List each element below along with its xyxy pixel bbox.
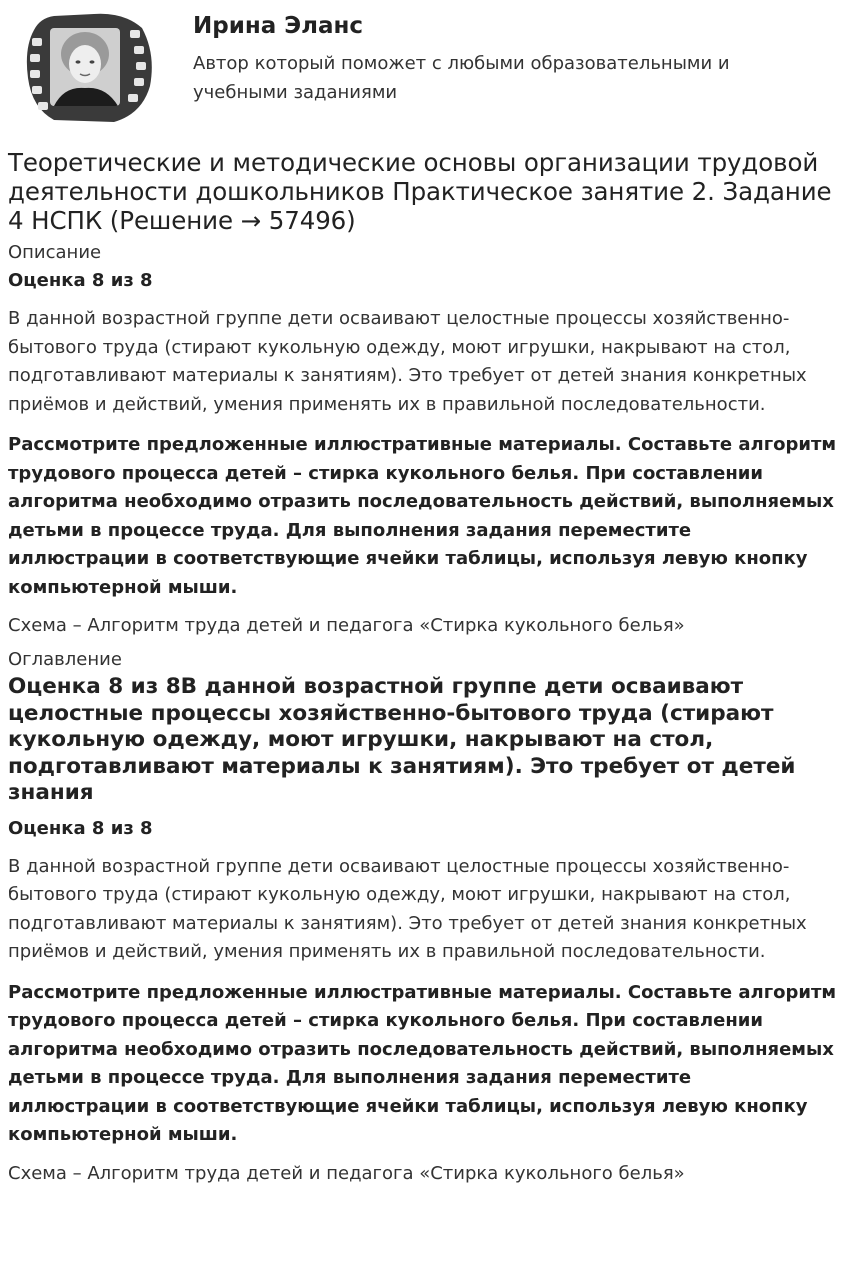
toc-heading[interactable]: Оценка 8 из 8В данной возрастной группе дети осваивают целостные процессы хозяйственно-бытового труда (стирают кукольную одежду, моют игрушки, накрывают на стол, подготавливают материалы к занятиям). Это требует от детей знания xyxy=(8,674,796,805)
page-title: Теоретические и методические основы организации трудовой деятельности дошкольников Практическое занятие 2. Задание 4 НСПК (Решение → 57496) xyxy=(8,148,832,235)
author-avatar[interactable] xyxy=(14,8,158,126)
toc-label: Оглавление xyxy=(8,649,122,670)
task-text: Рассмотрите предложенные иллюстративные материалы. Составьте алгоритм трудового процесса детей – стирка кукольного белья. При составлении алгоритма необходимо отразить последовательность действий, выполняемых детьми в процессе труда. Для выполнения задания переместите иллюстрации в соответствующие ячейки таблицы, используя левую кнопку компьютерной мыши. xyxy=(8,434,837,598)
film-strip-photo-icon xyxy=(14,8,158,126)
toc-paragraph: В данной возрастной группе дети осваивают целостные процессы хозяйственно-бытового труда (стирают кукольную одежду, моют игрушки, накрывают на стол, подготавливают материалы к занятиям). Это требует от детей знания конкретных приёмов и действий, умения применять их в правильной последовательности. xyxy=(8,855,807,962)
toc-grade: Оценка 8 из 8 xyxy=(8,817,153,839)
grade: Оценка 8 из 8 xyxy=(8,270,153,291)
toc-task-text: Рассмотрите предложенные иллюстративные материалы. Составьте алгоритм трудового процесса детей – стирка кукольного белья. При составлении алгоритма необходимо отразить последовательность действий, выполняемых детьми в процессе труда. Для выполнения задания переместите иллюстрации в соответствующие ячейки таблицы, используя левую кнопку компьютерной мыши. xyxy=(8,981,837,1145)
author-description: Автор который поможет с любыми образовательными и учебными заданиями xyxy=(193,53,730,103)
description-label: Описание xyxy=(8,242,102,263)
description-paragraph: В данной возрастной группе дети осваивают целостные процессы хозяйственно-бытового труда (стирают кукольную одежду, моют игрушки, накрывают на стол, подготавливают материалы к занятиям). Это требует от детей знания конкретных приёмов и действий, умения применять их в правильной последовательности. xyxy=(8,308,807,415)
toc-scheme-caption: Схема – Алгоритм труда детей и педагога «Стирка кукольного белья» xyxy=(8,1162,685,1184)
scheme-caption: Схема – Алгоритм труда детей и педагога «Стирка кукольного белья» xyxy=(8,615,685,636)
author-name[interactable]: Ирина Эланс xyxy=(193,13,364,39)
author-header xyxy=(8,0,837,140)
